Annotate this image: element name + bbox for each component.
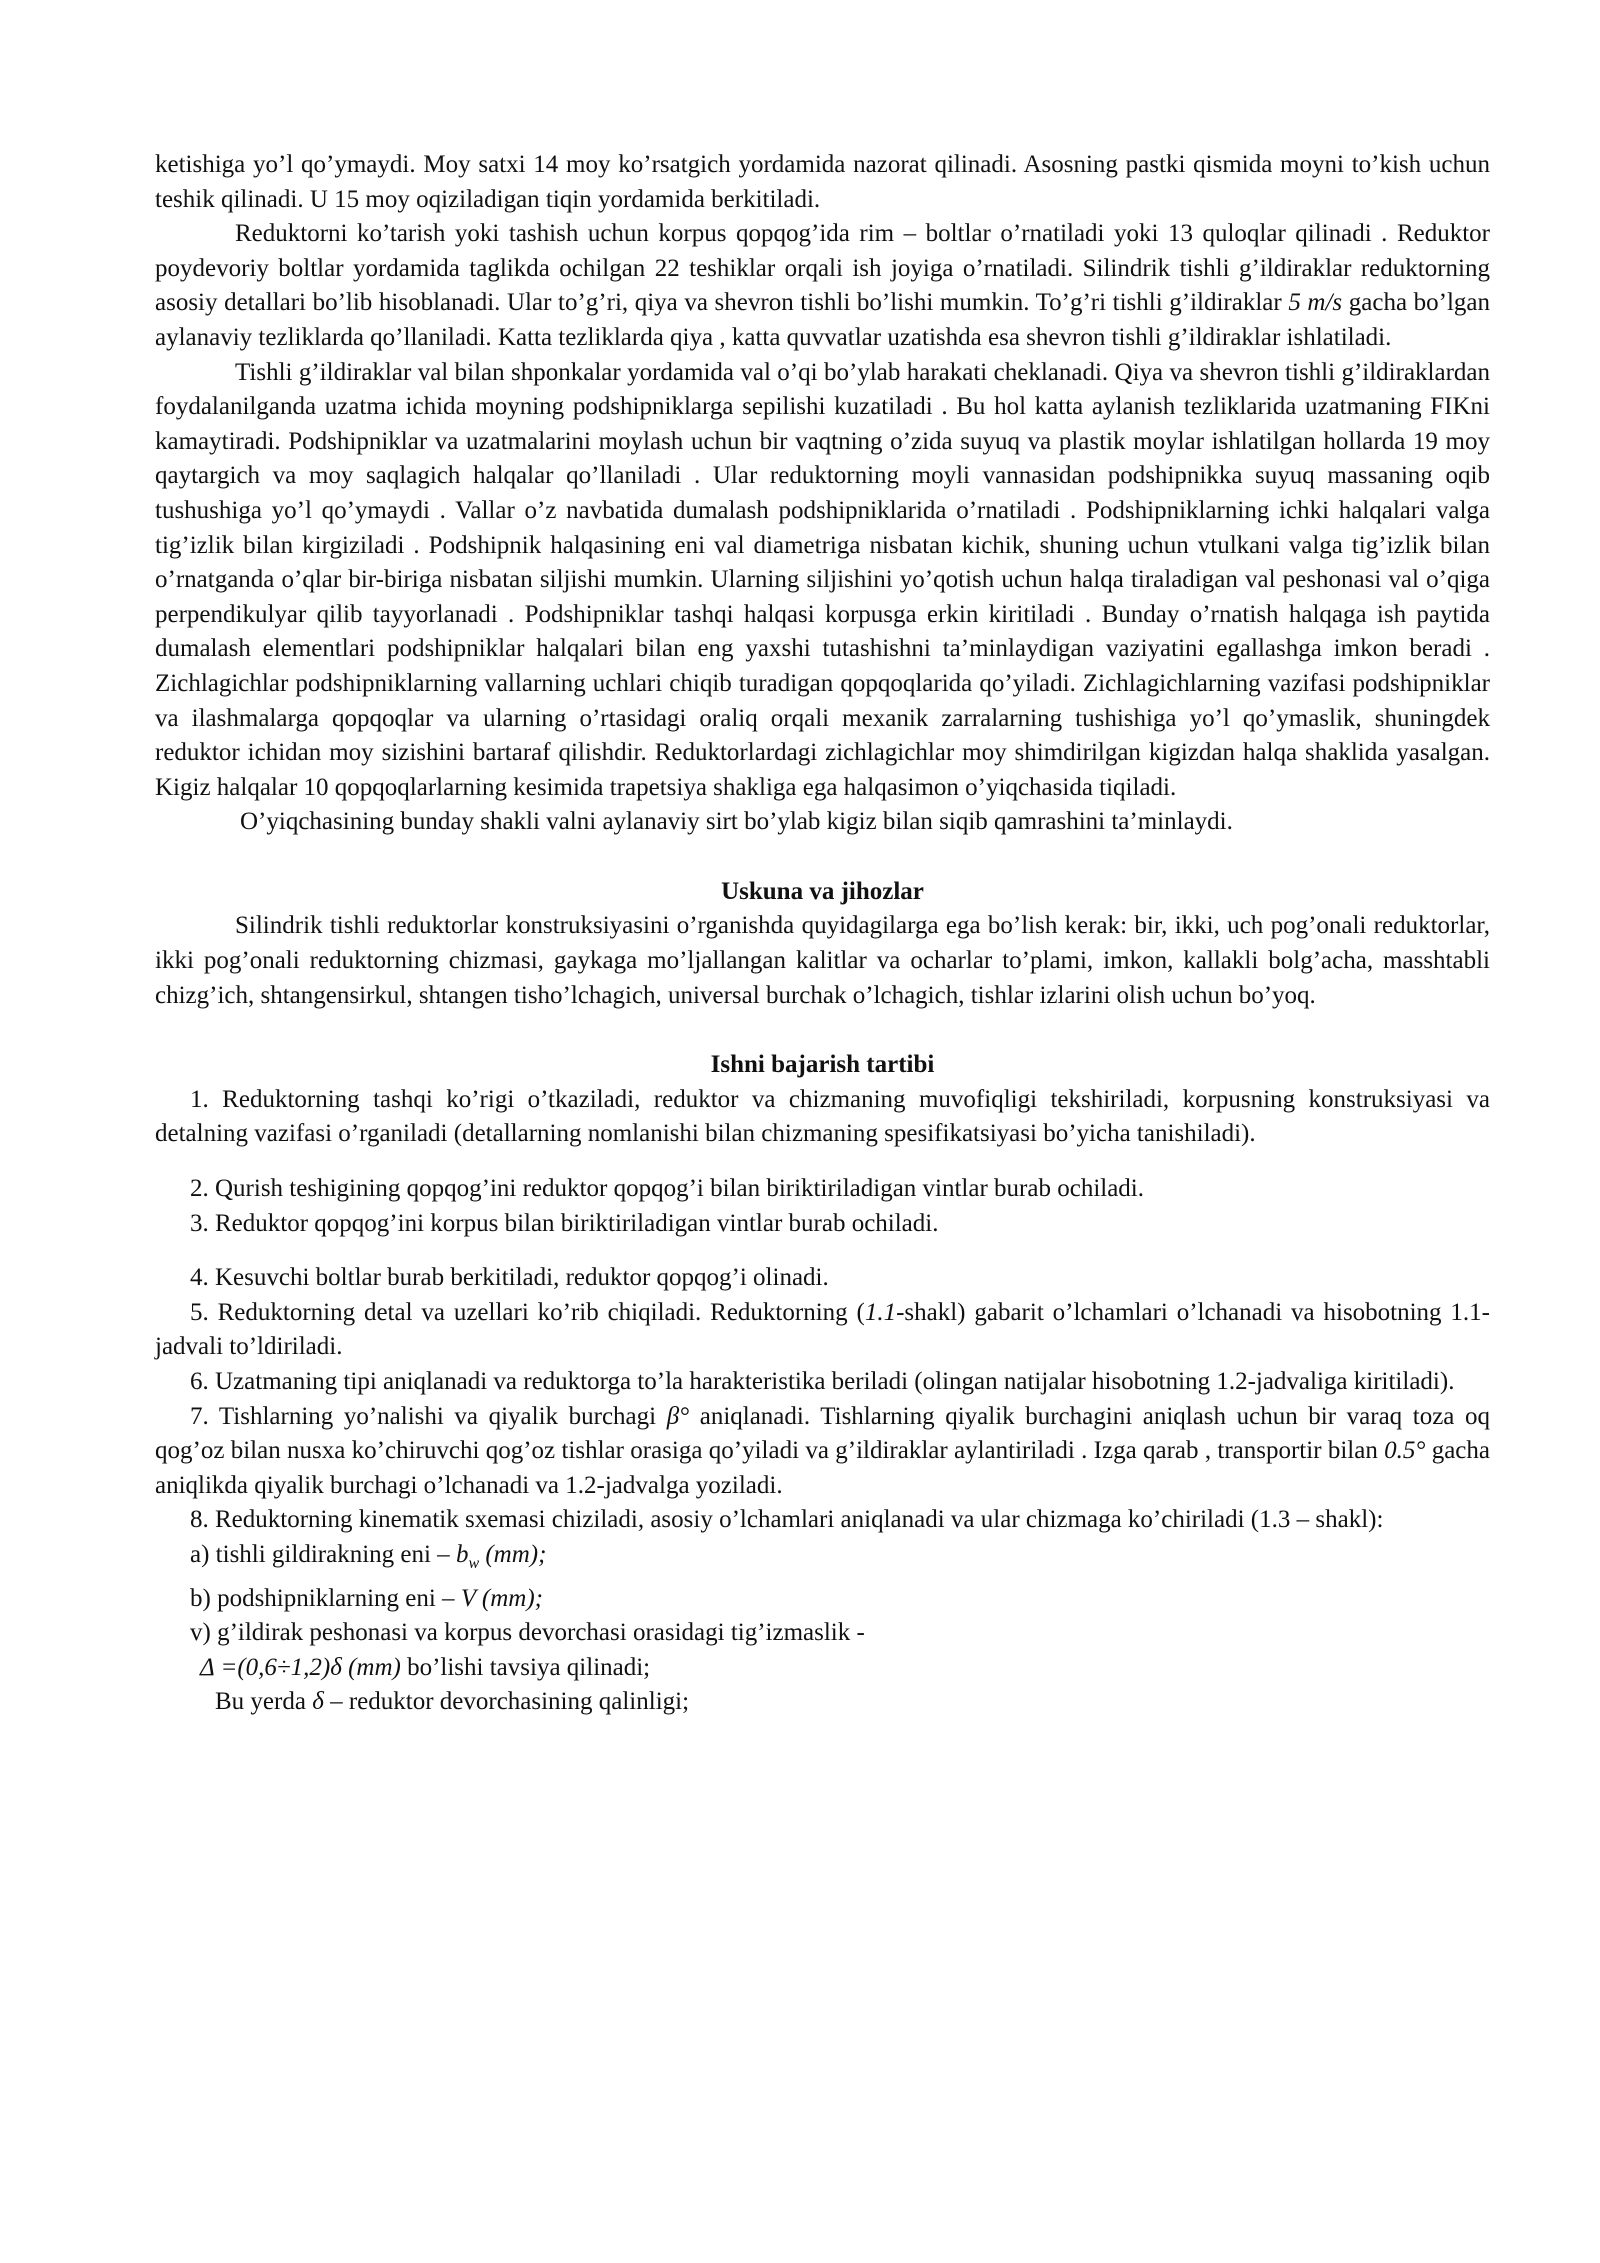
procedure-step-3: 3. Reduktor qopqog’ini korpus bilan biriktiriladigan vintlar burab ochiladi. [190, 1209, 939, 1237]
degree-value: 0.5° [1384, 1437, 1426, 1465]
procedure-step-8: 8. Reduktorning kinematik sxemasi chiziladi, asosiy o’lchamlari aniqlanadi va ular chizmaga ko’chiriladi (1.3 – shakl): [190, 1506, 1384, 1534]
paragraph-intro-4: O’yiqchasining bunday shakli valni aylanaviy sirt bo’ylab kigiz bilan siqib qamrashini ta’minlaydi. [240, 808, 1233, 836]
procedure-step-6: 6. Uzatmaning tipi aniqlanadi va reduktorga to’la harakteristika beriladi (olingan natijalar hisobotning 1.2-jadvaliga kiritiladi). [190, 1368, 1455, 1395]
speed-value: 5 m/s [1288, 289, 1343, 317]
sub-item-text: Bu yerda [215, 1688, 313, 1716]
sub-item-b [155, 1582, 1490, 1617]
step-text: 5. Reduktorning detal va uzellari ko’rib chiqiladi. Reduktorning ( [190, 1298, 865, 1326]
delta-symbol: δ [312, 1688, 324, 1716]
sub-item-text: bo’lishi tavsiya qilinadi; [400, 1653, 651, 1681]
sub-item-bu-yerda [155, 1685, 1490, 1720]
subscript-w: w [468, 1554, 480, 1572]
var-b: b [455, 1540, 469, 1568]
paragraph-intro-2 [155, 217, 1490, 355]
paragraph-equipment: Silindrik tishli reduktorlar konstruksiyasini o’rganishda quyidagilarga ega bo’lish kerak: bir, ikki, uch pog’onali reduktorlar, ikki pog’onali reduktorning chizmasi, gaykaga mo’ljallangan kalitlar va ocharlar to’plami, imkon, kallakli bolg’acha, masshtabli chizg’ich, shtangensirkul, shtangen tisho’lchagich, universal burchak o’lchagich, tishlar izlarini olish uchun bo’yoq. [155, 912, 1490, 1009]
spacer [155, 1152, 1490, 1172]
procedure-step-5 [155, 1296, 1490, 1365]
var-v: V (mm); [460, 1584, 543, 1612]
step-text: 7. Tishlarning yo’nalishi va qiyalik burchagi [190, 1402, 667, 1430]
step-text: gacha aniqlikda qiyalik burchagi o’lchanadi va 1.2-jadvalga yoziladi. [155, 1437, 1490, 1499]
step-text: -shakl) gabarit o’lchamlari o’lchanadi va hisobotning 1.1-jadvali to’ldiriladi. [155, 1298, 1490, 1361]
paragraph-intro-1: ketishiga yo’l qo’ymaydi. Moy satxi 14 moy ko’rsatgich yordamida nazorat qilinadi. Asosning pastki qismida moyni to’kish uchun teshik qilinadi. U 15 moy oqiziladigan tiqin yordamida berkitiladi. [155, 151, 1490, 213]
sub-item-text: b) podshipniklarning eni – [190, 1584, 461, 1612]
spacer [155, 1241, 1490, 1261]
step-text: aniqlanadi. Tishlarning qiyalik burchagini aniqlash uchun bir varaq toza oq qog’oz bilan nusxa ko’chiruvchi qog’oz tishlar orasiga qo’yiladi va g’ildiraklar aylantiriladi . Izga qarab , transportir bilan [155, 1402, 1490, 1465]
sub-item-a [155, 1538, 1490, 1582]
sub-item-delta [155, 1651, 1490, 1686]
section-heading-procedure: Ishni bajarish tartibi [710, 1051, 935, 1079]
sub-item-text: – reduktor devorchasining qalinligi; [323, 1688, 690, 1716]
figure-ref: 1.1 [864, 1298, 897, 1326]
paragraph-text: Reduktorni ko’tarish yoki tashish uchun korpus qopqog’ida rim – boltlar o’rnatiladi yoki 13 quloqlar qilinadi . Reduktor poydevoriy boltlar yordamida taglikda ochilgan 22 teshiklar orqali ish joyiga o’rnatiladi. Silindrik tishli g’ildiraklar reduktorning asosiy detallari bo’lib hisoblanadi. Ular to’g’ri, qiya va shevron tishli bo’lishi mumkin. To’g’ri tishli g’ildiraklar [155, 220, 1490, 317]
sub-item-v: v) g’ildirak peshonasi va korpus devorchasi orasidagi tig’izmaslik - [190, 1619, 865, 1647]
procedure-step-2: 2. Qurish teshigining qopqog’ini reduktor qopqog’i bilan biriktiriladigan vintlar burab ochiladi. [190, 1175, 1145, 1203]
paragraph-intro-3: Tishli g’ildiraklar val bilan shponkalar yordamida val o’qi bo’ylab harakati cheklanadi. Qiya va shevron tishli g’ildiraklardan foydalanilganda uzatma ichida moyning podshipniklarga sepilishi kuzatiladi . Bu hol katta aylanish tezliklarida uzatmaning FIKni kamaytiradi. Podshipniklar va uzatmalarini moylash uchun bir vaqtning o’zida suyuq va plastik moylar ishlatilgan hollarda 19 moy qaytargich va moy saqlagich halqalar qo’llaniladi . Ular reduktorning moyli vannasidan podshipnikka suyuq massaning oqib tushushiga yo’l qo’ymaydi . Vallar o’z navbatida dumalash podshipniklarida o’rnatiladi . Podshipniklarning ichki halqalari valga tig’izlik bilan kirgiziladi . Podshipnik halqasining eni val diametriga nisbatan kichik, shuning uchun vtulkani valga tig’izlik bilan o’rnatganda o’qlar bir-biriga nisbatan siljishi mumkin. Ularning siljishini yo’qotish uchun halqa tiraladigan val peshonasi val o’qiga perpendikulyar qilib tayyorlanadi . Podshipniklar tashqi halqasi korpusga erkin kiritiladi . Bunday o’rnatish halqaga ish paytida dumalash elementlari podshipniklar halqalari bilan eng yaxshi tutashishni ta’minlaydigan vaziyatini egallashga imkon beradi . Zichlagichlar podshipniklarning vallarning uchlari chiqib turadigan qopqoqlarida qo’yiladi. Zichlagichlarning vazifasi podshipniklar va ilashmalarga qopqoqlar va ularning o’rtasidagi oraliq orqali mexanik zarralarning tushishiga yo’l qo’ymaslik, shuningdek reduktor ichidan moy sizishini bartaraf qilishdir. Reduktorlardagi zichlagichlar moy shimdirilgan kigizdan halqa shaklida yasalgan. Kigiz halqalar 10 qopqoqlarlarning kesimida trapetsiya shakliga ega halqasimon o’yiqchasida tiqiladi. [155, 358, 1490, 801]
document-page [155, 148, 1490, 1720]
beta-symbol: β° [666, 1402, 690, 1430]
procedure-step-1: 1. Reduktorning tashqi ko’rigi o’tkaziladi, reduktor va chizmaning muvofiqligi tekshiriladi, korpusning konstruksiyasi va detalning vazifasi o’rganiladi (detallarning nomlanishi bilan chizmaning spesifikatsiyasi bo’yicha tanishiladi). [155, 1085, 1490, 1148]
sub-item-text: a) tishli gildirakning eni – [190, 1540, 456, 1568]
delta-formula: Δ =(0,6÷1,2)δ (mm) [200, 1653, 401, 1681]
procedure-step-7 [155, 1400, 1490, 1504]
section-heading-equipment: Uskuna va jihozlar [721, 877, 924, 905]
paragraph-text: gacha bo’lgan aylanaviy tezliklarda qo’llaniladi. Katta tezliklarda qiya , katta quvvatlar uzatishda esa shevron tishli g’ildiraklar ishlatiladi. [155, 289, 1491, 351]
spacer [155, 840, 1490, 875]
spacer [155, 1013, 1490, 1048]
unit-mm: (mm); [479, 1540, 547, 1568]
procedure-step-4: 4. Kesuvchi boltlar burab berkitiladi, reduktor qopqog’i olinadi. [190, 1264, 829, 1292]
